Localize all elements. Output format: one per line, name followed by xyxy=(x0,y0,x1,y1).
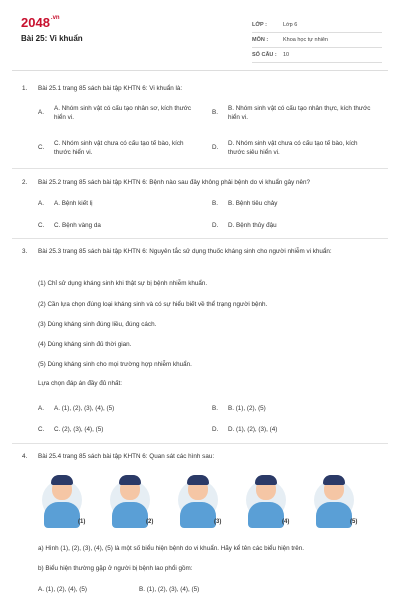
question-number: 3. xyxy=(22,248,28,255)
question-divider xyxy=(12,168,388,169)
header-divider xyxy=(12,70,388,71)
question-number: 2. xyxy=(22,179,28,186)
answer-prompt: Lựa chọn đáp án đầy đủ nhất: xyxy=(38,380,123,387)
statement-5: (5) Dùng kháng sinh cho mọi trường hợp nhiễm khuẩn. xyxy=(38,361,192,368)
question-divider xyxy=(12,238,388,239)
question-text: Bài 25.3 trang 85 sách bài tập KHTN 6: Nguyên tắc sử dụng thuốc kháng sinh cho người nhiễm vi khuẩn: xyxy=(38,248,332,255)
question-text: Bài 25.1 trang 85 sách bài tập KHTN 6: Vi khuẩn là: xyxy=(38,85,183,92)
meta-row-subject: MÔN : Khoa học tự nhiên xyxy=(252,33,382,48)
person-illustration: (3) xyxy=(174,472,220,532)
symptom-illustrations xyxy=(38,472,358,536)
subquestion-a: a) Hình (1), (2), (3), (4), (5) là một số biểu hiện bệnh do vi khuẩn. Hãy kể tên các biểu hiện trên. xyxy=(38,545,305,552)
site-logo[interactable]: $2048^{.vn}$ xyxy=(21,15,60,30)
statement-3: (3) Dùng kháng sinh đúng liều, đúng cách. xyxy=(38,321,157,328)
statement-4: (4) Dùng kháng sinh đủ thời gian. xyxy=(38,341,132,348)
statement-2: (2) Cần lựa chọn đúng loại kháng sinh và có sự hiểu biết về thể trạng người bệnh. xyxy=(38,301,268,308)
page-header xyxy=(0,0,400,70)
meta-row-class: LỚP : Lớp 6 xyxy=(252,18,382,33)
question-number: 1. xyxy=(22,85,28,92)
person-illustration: (5) xyxy=(310,472,356,532)
question-text: Bài 25.2 trang 85 sách bài tập KHTN 6: Bệnh nào sau đây không phải bệnh do vi khuẩn gây nên? xyxy=(38,179,311,186)
statement-1: (1) Chỉ sử dụng kháng sinh khi thật sự bị bệnh nhiễm khuẩn. xyxy=(38,280,208,287)
meta-row-count: SỐ CÂU : 10 xyxy=(252,48,382,63)
subquestion-b: b) Biểu hiện thường gặp ở người bị bệnh lao phổi gồm: xyxy=(38,565,193,572)
person-illustration: (4) xyxy=(242,472,288,532)
lesson-title: Bài 25: Vi khuẩn xyxy=(21,34,83,43)
person-illustration: (1) xyxy=(38,472,84,532)
lesson-meta xyxy=(252,18,382,63)
question-divider xyxy=(12,443,388,444)
question-text: Bài 25.4 trang 85 sách bài tập KHTN 6: Quan sát các hình sau: xyxy=(38,453,215,460)
question-number: 4. xyxy=(22,453,28,460)
person-illustration: (2) xyxy=(106,472,152,532)
